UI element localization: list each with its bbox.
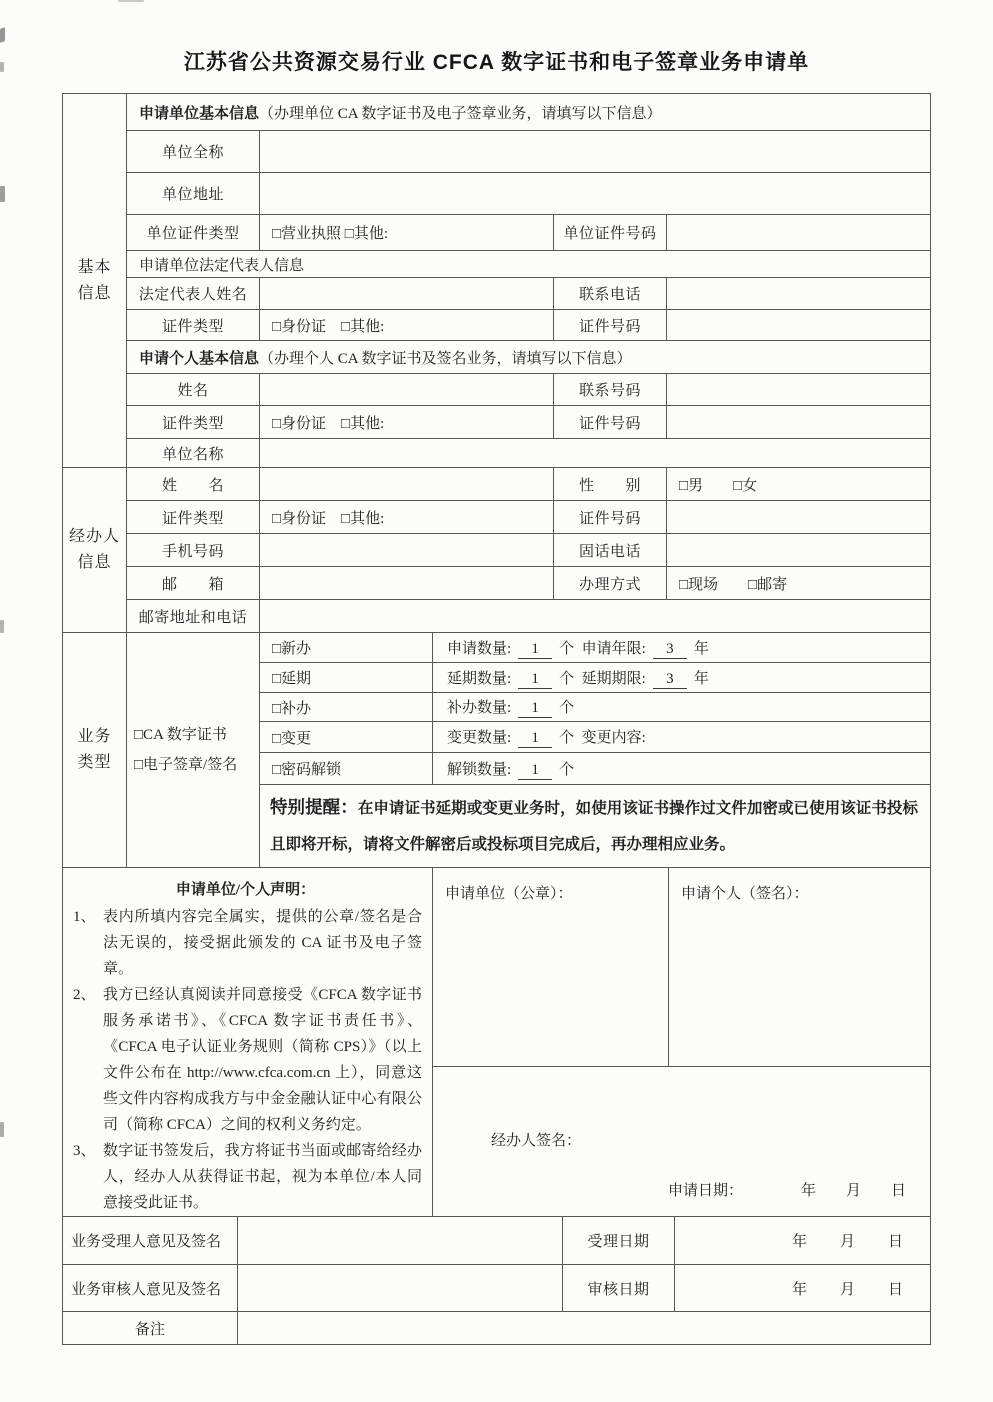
personal-basic-info-header: [127, 341, 931, 374]
declaration-item-number: 3、: [73, 1143, 96, 1159]
section-label-line: 经办人: [68, 528, 120, 545]
business-quantity-line: 解锁数量: 1 个: [433, 753, 931, 785]
quantity-blank: 1: [518, 700, 552, 718]
declaration-item-text: 表内所填内容完全属实，提供的公章/签名是合法无误的，接受据此颁发的 CA 证书及电子签章。: [103, 909, 422, 977]
business-option-checkbox: □变更: [260, 722, 433, 753]
audit-date-label: 审核日期: [563, 1265, 675, 1312]
agent-email-value: [260, 567, 554, 600]
personal-unit-value: [260, 439, 931, 468]
personal-phone-value: [667, 374, 931, 406]
agent-name-value: [260, 468, 554, 501]
section-label-line: 类型: [77, 754, 112, 771]
agent-name-label: 姓 名: [127, 468, 260, 501]
agent-cert-no-label: 证件号码: [554, 501, 667, 534]
quantity-blank: 1: [518, 671, 552, 689]
personal-cert-type-checkboxes: □身份证 □其他:: [260, 406, 554, 439]
section-label-basic-info: [63, 94, 127, 468]
business-category-checkboxes: [127, 633, 260, 868]
agent-email-label: 邮 箱: [127, 567, 260, 600]
personal-cert-type-label: 证件类型: [127, 406, 260, 439]
business-option-checkbox: □延期: [260, 663, 433, 693]
legal-rep-name-label: 法定代表人姓名: [127, 278, 260, 310]
personal-cert-no-label: 证件号码: [554, 406, 667, 439]
agent-mobile-value: [260, 534, 554, 567]
declaration-item: [69, 982, 422, 1138]
agent-gender-label: 性 别: [554, 468, 667, 501]
remark-value: [238, 1312, 931, 1345]
legal-cert-type-checkboxes: □身份证 □其他:: [260, 310, 554, 341]
acceptor-opinion-value: [238, 1217, 563, 1265]
personal-name-value: [260, 374, 554, 406]
section-label-agent-info: [63, 468, 127, 633]
agent-tel-value: [667, 534, 931, 567]
scan-artifact: [0, 1122, 4, 1137]
unit-seal-label: 申请单位（公章）：: [445, 886, 573, 902]
legal-cert-no-value: [667, 310, 931, 341]
unit-seal-area: [433, 868, 669, 1067]
agent-method-label: 办理方式: [554, 567, 667, 600]
personal-basic-info-header-note: （办理个人 CA 数字证书及签名业务，请填写以下信息）: [259, 350, 632, 367]
declaration-item: [69, 904, 422, 982]
accept-date-label: 受理日期: [563, 1217, 675, 1265]
agent-mail-address-value: [260, 600, 931, 633]
quantity-blank: 3: [653, 671, 687, 689]
remark-label: 备注: [63, 1312, 238, 1345]
acceptor-opinion-label: 业务受理人意见及签名: [63, 1217, 238, 1265]
scan-artifact: [0, 186, 5, 202]
agent-cert-type-checkboxes: □身份证 □其他:: [260, 501, 554, 534]
agent-info-table: [62, 467, 931, 633]
review-table: [62, 1216, 931, 1345]
personal-signature-label: 申请个人（签名）：: [681, 886, 809, 902]
declaration-item: [69, 1138, 422, 1216]
quantity-blank: 3: [653, 641, 687, 659]
business-category-option: □CA 数字证书: [134, 727, 227, 743]
audit-date-units: 年 月 日: [675, 1265, 931, 1312]
agent-method-checkboxes: □现场 □邮寄: [667, 567, 931, 600]
business-option-checkbox: □新办: [260, 633, 433, 663]
auditor-opinion-value: [238, 1265, 563, 1312]
personal-unit-label: 单位名称: [127, 439, 260, 468]
unit-basic-info-header: [127, 94, 931, 131]
personal-name-label: 姓名: [127, 374, 260, 406]
legal-cert-type-label: 证件类型: [127, 310, 260, 341]
business-option-checkbox: □补办: [260, 693, 433, 722]
declaration-table: [62, 867, 931, 1217]
unit-cert-no-value: [667, 215, 931, 251]
personal-signature-area: [669, 868, 931, 1067]
scan-artifact: [0, 620, 4, 633]
business-quantity-line: 变更数量: 1 个 变更内容:: [433, 722, 931, 753]
form-body: [62, 93, 931, 1345]
special-notice-text: 在申请证书延期或变更业务时，如使用该证书操作过文件加密或已使用该证书投标且即将开标，请将文件解密后或投标项目完成后，再办理相应业务。: [270, 800, 918, 853]
unit-cert-no-label: 单位证件号码: [554, 215, 667, 251]
personal-basic-info-header-title: 申请个人基本信息: [139, 350, 260, 367]
unit-address-value: [260, 173, 931, 215]
special-notice-title: 特别提醒：: [270, 797, 358, 817]
quantity-blank: 1: [518, 762, 552, 780]
agent-signature-label: 经办人签名：: [491, 1132, 582, 1149]
declaration-item-number: 1、: [73, 909, 96, 925]
section-label-line: 基本: [77, 258, 112, 276]
business-category-option: □电子签章/签名: [134, 757, 238, 773]
unit-basic-info-header-note: （办理单位 CA 数字证书及电子签章业务，请填写以下信息）: [259, 105, 662, 122]
unit-address-label: 单位地址: [127, 173, 260, 215]
agent-signature-area: [433, 1066, 931, 1216]
personal-phone-label: 联系号码: [554, 374, 667, 406]
unit-name-label: 单位全称: [127, 131, 260, 173]
business-type-table: [62, 632, 931, 868]
special-notice: [260, 785, 931, 868]
section-label-line: 业务: [77, 728, 112, 745]
legal-rep-phone-value: [667, 278, 931, 310]
business-option-checkbox: □密码解锁: [260, 753, 433, 785]
section-label-line: 信息: [77, 284, 112, 302]
business-quantity-line: 申请数量: 1 个 申请年限: 3 年: [433, 633, 931, 663]
apply-date-units: 年 月 日: [800, 1183, 906, 1199]
apply-date-line: [668, 1179, 906, 1200]
legal-rep-phone-label: 联系电话: [554, 278, 667, 310]
section-label-line: 信息: [77, 554, 112, 571]
scan-artifact: [0, 27, 5, 43]
unit-cert-type-checkboxes: □营业执照 □其他:: [260, 215, 554, 251]
legal-rep-header: [127, 251, 931, 278]
quantity-blank: 1: [518, 730, 552, 748]
agent-gender-checkboxes: □男 □女: [667, 468, 931, 501]
declaration-item-number: 2、: [73, 987, 96, 1003]
legal-rep-header-title: 申请单位法定代表人信息: [139, 257, 305, 274]
scan-artifact: [118, 0, 144, 2]
declaration-item-text: 数字证书签发后，我方将证书当面或邮寄给经办人，经办人从获得证书起，视为本单位/本人同意接受此证书。: [103, 1143, 422, 1211]
scan-artifact: [0, 62, 4, 72]
declaration-item-text: 我方已经认真阅读并同意接受《CFCA 数字证书服务承诺书》、《CFCA 数字证书责任书》、《CFCA 电子认证业务规则（简称 CPS）》（以上文件公布在 http://www.cfca.com.cn 上），同意这些文件内容构成我方与中金金融认证中心有限公司（简称 CFCA）之间的权利义务约定。: [103, 987, 422, 1133]
basic-info-table: [62, 93, 931, 468]
unit-basic-info-header-title: 申请单位基本信息: [139, 105, 260, 122]
business-quantity-line: 补办数量: 1 个: [433, 693, 931, 722]
personal-cert-no-value: [667, 406, 931, 439]
unit-cert-type-label: 单位证件类型: [127, 215, 260, 251]
accept-date-units: 年 月 日: [675, 1217, 931, 1265]
form-title: 江苏省公共资源交易行业 CFCA 数字证书和电子签章业务申请单: [183, 51, 810, 74]
agent-mail-address-label: 邮寄地址和电话: [127, 600, 260, 633]
auditor-opinion-label: 业务审核人意见及签名: [63, 1265, 238, 1312]
business-quantity-line: 延期数量: 1 个 延期期限: 3 年: [433, 663, 931, 693]
declaration-cell: [63, 868, 433, 1217]
agent-tel-label: 固话电话: [554, 534, 667, 567]
declaration-title: 申请单位/个人声明：: [175, 882, 316, 898]
unit-name-value: [260, 131, 931, 173]
apply-date-label: 申请日期：: [667, 1183, 743, 1199]
quantity-blank: 1: [518, 641, 552, 659]
legal-cert-no-label: 证件号码: [554, 310, 667, 341]
agent-mobile-label: 手机号码: [127, 534, 260, 567]
agent-cert-type-label: 证件类型: [127, 501, 260, 534]
legal-rep-name-value: [260, 278, 554, 310]
agent-cert-no-value: [667, 501, 931, 534]
section-label-business-type: [63, 633, 127, 868]
